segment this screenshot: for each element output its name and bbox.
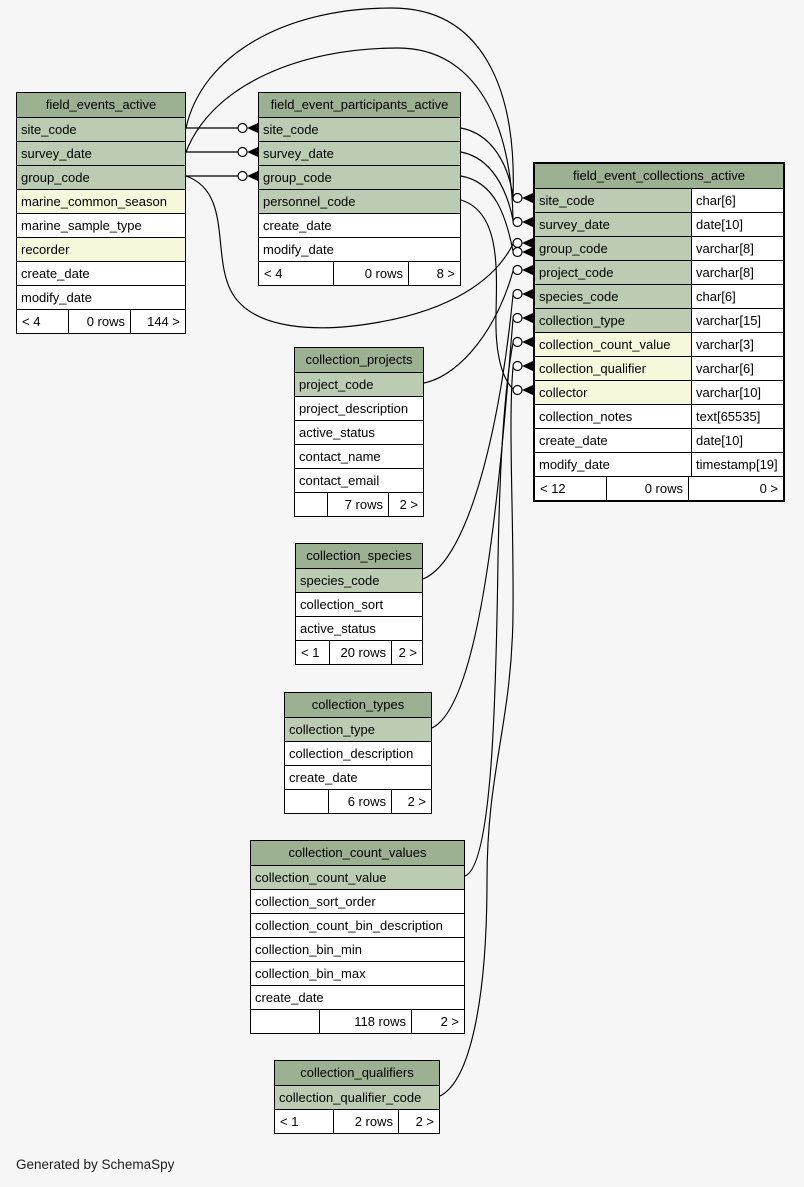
column-datatype: char[6] xyxy=(692,285,783,308)
column-survey_date xyxy=(535,212,783,236)
relationship-field_event_participants_active.site_code-to-field_event_collections_active.site_code xyxy=(461,128,513,196)
column-name: collection_type xyxy=(535,309,692,332)
footer-cell xyxy=(251,1010,319,1033)
relationship-field_event_participants_active.personnel_code-to-field_event_collections_active.collector xyxy=(461,200,513,389)
footer-cell: 20 rows xyxy=(329,641,391,664)
column-datatype: timestamp[19] xyxy=(692,453,783,476)
column-collection_sort: collection_sort xyxy=(296,592,422,616)
column-site_code xyxy=(535,188,783,212)
footer-cell: 118 rows xyxy=(319,1010,411,1033)
footer-cell: 0 rows xyxy=(68,310,130,333)
footer-cell: 2 rows xyxy=(333,1110,398,1133)
column-datatype: varchar[10] xyxy=(692,381,783,404)
table-header-collection_projects[interactable]: collection_projects xyxy=(295,348,423,372)
column-marine_sample_type: marine_sample_type xyxy=(17,213,185,237)
column-collection_qualifier_code: collection_qualifier_code xyxy=(275,1085,439,1109)
footer-cell: < 1 xyxy=(280,1114,299,1129)
fk-arrow-icon xyxy=(513,337,533,347)
column-name: survey_date xyxy=(535,213,692,236)
column-datatype: varchar[6] xyxy=(692,357,783,380)
column-collection_qualifier xyxy=(535,356,783,380)
fk-arrow-icon xyxy=(513,313,533,323)
column-project_code: project_code xyxy=(295,372,423,396)
table-field_event_collections_active xyxy=(533,162,785,502)
column-collection_type xyxy=(535,308,783,332)
column-name: modify_date xyxy=(535,453,692,476)
column-name: site_code xyxy=(535,189,692,212)
fk-arrow-icon xyxy=(238,171,258,181)
fk-arrow-icon xyxy=(513,289,533,299)
column-name: collection_qualifier xyxy=(535,357,692,380)
table-footer-collection_projects xyxy=(295,492,423,516)
column-collection_description: collection_description xyxy=(285,741,431,765)
column-modify_date: modify_date xyxy=(259,237,460,261)
table-collection_types xyxy=(284,692,432,814)
column-modify_date xyxy=(535,452,783,476)
column-active_status: active_status xyxy=(295,420,423,444)
column-datatype: date[10] xyxy=(692,429,783,452)
column-create_date xyxy=(535,428,783,452)
column-project_description: project_description xyxy=(295,396,423,420)
column-contact_name: contact_name xyxy=(295,444,423,468)
column-name: project_code xyxy=(535,261,692,284)
column-group_code xyxy=(535,236,783,260)
relationship-collection_projects.project_code-to-field_event_collections_active.project_code xyxy=(424,271,513,383)
fk-arrow-icon xyxy=(513,361,533,371)
column-recorder: recorder xyxy=(17,237,185,261)
column-species_code: species_code xyxy=(296,568,422,592)
column-datatype: varchar[8] xyxy=(692,237,783,260)
footer-cell: 2 > xyxy=(391,790,431,813)
column-collection_count_bin_description: collection_count_bin_description xyxy=(251,913,464,937)
column-survey_date: survey_date xyxy=(17,141,185,165)
column-group_code: group_code xyxy=(259,165,460,189)
column-modify_date: modify_date xyxy=(17,285,185,309)
column-project_code xyxy=(535,260,783,284)
table-header-collection_types[interactable]: collection_types xyxy=(285,693,431,717)
table-collection_qualifiers xyxy=(274,1060,440,1134)
column-create_date: create_date xyxy=(259,213,460,237)
table-header-field_event_collections_active[interactable]: field_event_collections_active xyxy=(535,164,783,188)
column-create_date: create_date xyxy=(17,261,185,285)
column-datatype: varchar[3] xyxy=(692,333,783,356)
table-field_event_participants_active xyxy=(258,92,461,286)
footer-cell xyxy=(285,790,328,813)
table-collection_species xyxy=(295,543,423,665)
column-name: species_code xyxy=(535,285,692,308)
column-marine_common_season: marine_common_season xyxy=(17,189,185,213)
fk-arrow-icon xyxy=(513,247,533,257)
column-datatype: char[6] xyxy=(692,189,783,212)
footer-cell: < 1 xyxy=(301,645,320,660)
table-footer-field_event_collections_active xyxy=(535,476,783,500)
table-collection_count_values xyxy=(250,840,465,1034)
relationship-field_event_participants_active.group_code-to-field_event_collections_active.group_code xyxy=(461,176,513,251)
column-site_code: site_code xyxy=(259,117,460,141)
footer-cell: < 4 xyxy=(264,266,283,281)
column-group_code: group_code xyxy=(17,165,185,189)
fk-arrow-icon xyxy=(238,123,258,133)
column-personnel_code: personnel_code xyxy=(259,189,460,213)
column-collection_type: collection_type xyxy=(285,717,431,741)
column-contact_email: contact_email xyxy=(295,468,423,492)
column-datatype: date[10] xyxy=(692,213,783,236)
table-footer-collection_species xyxy=(296,640,422,664)
table-header-collection_species[interactable]: collection_species xyxy=(296,544,422,568)
table-header-collection_qualifiers[interactable]: collection_qualifiers xyxy=(275,1061,439,1085)
relationship-collection_types.collection_type-to-field_event_collections_active.collection_type xyxy=(432,319,513,728)
column-collection_count_value: collection_count_value xyxy=(251,865,464,889)
table-field_events_active xyxy=(16,92,186,334)
column-collection_count_value xyxy=(535,332,783,356)
table-footer-collection_qualifiers xyxy=(275,1109,439,1133)
column-datatype: text[65535] xyxy=(692,405,783,428)
column-species_code xyxy=(535,284,783,308)
column-name: group_code xyxy=(535,237,692,260)
column-collection_bin_min: collection_bin_min xyxy=(251,937,464,961)
table-footer-collection_count_values xyxy=(251,1009,464,1033)
column-create_date: create_date xyxy=(285,765,431,789)
footer-cell xyxy=(295,493,327,516)
column-collection_notes xyxy=(535,404,783,428)
footer-cell: 0 rows xyxy=(333,262,408,285)
fk-arrow-icon xyxy=(513,193,533,203)
fk-arrow-icon xyxy=(513,385,533,395)
column-collector xyxy=(535,380,783,404)
footer-cell: 7 rows xyxy=(327,493,388,516)
column-active_status: active_status xyxy=(296,616,422,640)
fk-arrow-icon xyxy=(238,147,258,157)
footer-cell: 0 > xyxy=(688,477,783,500)
column-datatype: varchar[15] xyxy=(692,309,783,332)
footer-cell: 2 > xyxy=(388,493,423,516)
column-site_code: site_code xyxy=(17,117,185,141)
footer-cell: 2 > xyxy=(398,1110,439,1133)
table-collection_projects xyxy=(294,347,424,517)
column-collection_sort_order: collection_sort_order xyxy=(251,889,464,913)
fk-arrow-icon xyxy=(513,265,533,275)
column-name: collector xyxy=(535,381,692,404)
relationship-collection_species.species_code-to-field_event_collections_active.species_code xyxy=(423,295,513,579)
footer-cell: 6 rows xyxy=(328,790,391,813)
column-create_date: create_date xyxy=(251,985,464,1009)
column-name: create_date xyxy=(535,429,692,452)
relationship-collection_count_values.collection_count_value-to-field_event_collections_active.collection_count_value xyxy=(465,343,513,876)
column-survey_date: survey_date xyxy=(259,141,460,165)
generated-by-note: Generated by SchemaSpy xyxy=(16,1157,175,1172)
footer-cell: 144 > xyxy=(130,310,185,333)
table-footer-field_events_active xyxy=(17,309,185,333)
column-collection_bin_max: collection_bin_max xyxy=(251,961,464,985)
footer-cell: 2 > xyxy=(391,641,422,664)
column-datatype: varchar[8] xyxy=(692,261,783,284)
footer-cell: < 4 xyxy=(22,314,41,329)
footer-cell: 2 > xyxy=(411,1010,464,1033)
table-header-collection_count_values[interactable]: collection_count_values xyxy=(251,841,464,865)
footer-cell: < 12 xyxy=(540,481,566,496)
column-name: collection_count_value xyxy=(535,333,692,356)
table-footer-collection_types xyxy=(285,789,431,813)
table-header-field_event_participants_active[interactable]: field_event_participants_active xyxy=(259,93,460,117)
footer-cell: 0 rows xyxy=(606,477,688,500)
table-footer-field_event_participants_active xyxy=(259,261,460,285)
fk-arrow-icon xyxy=(513,238,533,248)
column-name: collection_notes xyxy=(535,405,692,428)
table-header-field_events_active[interactable]: field_events_active xyxy=(17,93,185,117)
relationship-field_event_participants_active.survey_date-to-field_event_collections_active.survey_date xyxy=(461,152,513,220)
footer-cell: 8 > xyxy=(408,262,460,285)
fk-arrow-icon xyxy=(513,217,533,227)
